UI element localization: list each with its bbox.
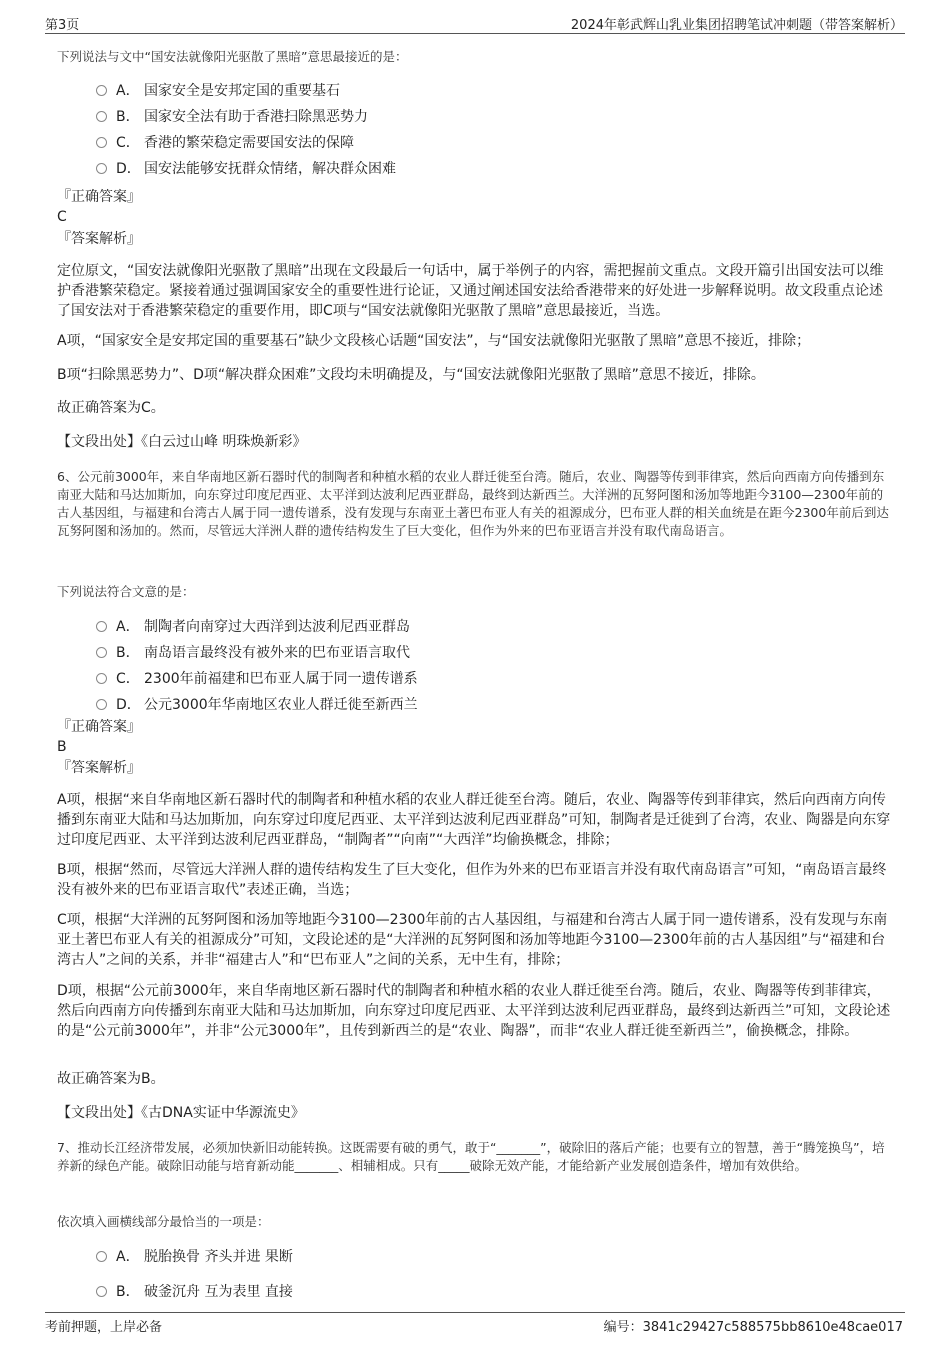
q7-prompt: 依次填入画横线部分最恰当的一项是： [57,1214,270,1229]
q5-analysis-a: A项，“国家安全是安邦定国的重要基石”缺少文段核心话题“国安法”，与“国安法就像阳光驱散了黑暗”意思不接近，排除； [57,333,811,349]
q6-option-c[interactable]: C． 2300年前福建和巴布亚人属于同一遗传谱系 [96,669,418,689]
radio-icon[interactable] [96,673,107,684]
radio-icon[interactable] [96,163,107,174]
q6-analysis-c: C项，根据“大洋洲的瓦努阿图和汤加等地距今3100—2300年前的古人基因组，与福建和台湾古人属于同一遗传谱系，没有发现与东南亚土著巴布亚人有关的祖源成分”可知，文段论述的是“大洋洲的瓦努阿图和汤加等地距今3100—2300年前的古人基因组”与“福建和台湾古人”之间的关系，并非“福建古人”和“巴布亚人”之间的关系，无中生有，排除； [57,912,888,968]
radio-icon[interactable] [96,699,107,710]
radio-icon[interactable] [96,647,107,658]
q5-analysis-main: 定位原文，“国安法就像阳光驱散了黑暗”出现在文段最后一句话中，属于举例子的内容，需把握前文重点。文段开篇引出国安法可以维护香港繁荣稳定。紧接着通过强调国家安全的重要性进行论证，又通过阐述国安法给香港带来的好处进一步解释说明。故文段重点论述了国安法对于香港繁荣稳定的重要作用，即C项与“国安法就像阳光驱散了黑暗”意思最接近，当选。 [57,263,884,319]
footer-divider [45,1312,905,1313]
q6-analysis-b: B项，根据“然而，尽管远大洋洲人群的遗传结构发生了巨大变化，但作为外来的巴布亚语言并没有取代南岛语言”可知，“南岛语言最终没有被外来的巴布亚语言取代”表述正确，当选； [57,862,887,898]
document-title: 2024年彰武辉山乳业集团招聘笔试冲刺题（带答案解析） [570,18,903,33]
q6-analysis-label: 『答案解析』 [57,760,141,776]
footer-slogan: 考前押题，上岸必备 [45,1320,163,1335]
q6-option-b[interactable]: B． 南岛语言最终没有被外来的巴布亚语言取代 [96,643,410,663]
q5-source: 【文段出处】《白云过山峰 明珠焕新彩》 [57,434,307,450]
q5-option-b[interactable]: B． 国家安全法有助于香港扫除黑恶势力 [96,107,368,127]
q7-passage: 7、推动长江经济带发展，必须加快新旧动能转换。这既需要有破的勇气，敢于“_______”，破除旧的落后产能；也要有立的智慧，善于“腾笼换鸟”，培养新的绿色产能。破除旧动能与培育新动能_______、相辅相成。只有_____破除无效产能，才能给新产业发展创造条件，增加有效供给。 [57,1140,885,1173]
q6-analysis-a: A项，根据“来自华南地区新石器时代的制陶者和种植水稻的农业人群迁徙至台湾。随后，农业、陶器等传到菲律宾，然后向西南方向传播到东南亚大陆和马达加斯加，向东穿过印度尼西亚、太平洋到达波利尼西亚群岛”可知，制陶者是迁徙到了台湾，农业、陶器是向东穿过印度尼西亚、太平洋到达波利尼西亚群岛，“制陶者”“向南”“大西洋”均偷换概念，排除； [57,792,891,848]
document-id: 编号：3841c29427c588575bb8610e48cae017 [603,1320,903,1335]
q6-option-d[interactable]: D． 公元3000年华南地区农业人群迁徙至新西兰 [96,695,418,715]
q5-prompt: 下列说法与文中“国安法就像阳光驱散了黑暗”意思最接近的是： [57,49,408,64]
q5-option-a[interactable]: A． 国家安全是安邦定国的重要基石 [96,81,340,101]
radio-icon[interactable] [96,137,107,148]
radio-icon[interactable] [96,1251,107,1262]
q6-conclusion: 故正确答案为B。 [57,1071,165,1087]
q6-source: 【文段出处】《古DNA实证中华源流史》 [57,1105,305,1121]
q5-option-d[interactable]: D． 国安法能够安抚群众情绪，解决群众困难 [96,159,396,179]
radio-icon[interactable] [96,1286,107,1297]
q5-option-c[interactable]: C． 香港的繁荣稳定需要国安法的保障 [96,133,354,153]
q5-answer-label: 『正确答案』 [57,189,141,205]
q6-option-a[interactable]: A． 制陶者向南穿过大西洋到达波利尼西亚群岛 [96,617,410,637]
q5-analysis-bd: B项“扫除黑恶势力”、D项“解决群众困难”文段均未明确提及，与“国安法就像阳光驱散了黑暗”意思不接近，排除。 [57,367,765,383]
q6-answer: B [57,739,67,755]
q6-prompt: 下列说法符合文意的是： [57,584,195,599]
q6-answer-label: 『正确答案』 [57,719,141,735]
q7-option-b[interactable]: B． 破釜沉舟 互为表里 直接 [96,1282,293,1302]
q5-conclusion: 故正确答案为C。 [57,400,165,416]
radio-icon[interactable] [96,85,107,96]
q5-analysis-label: 『答案解析』 [57,231,141,247]
page-footer [0,1308,950,1345]
q5-answer: C [57,209,67,225]
radio-icon[interactable] [96,621,107,632]
q6-passage: 6、公元前3000年，来自华南地区新石器时代的制陶者和种植水稻的农业人群迁徙至台湾。随后，农业、陶器等传到菲律宾，然后向西南方向传播到东南亚大陆和马达加斯加，向东穿过印度尼西亚、太平洋到达波利尼西亚群岛，最终到达新西兰。大洋洲的瓦努阿图和汤加等地距今3100—2300年前的古人基因组，与福建和台湾古人属于同一遗传谱系，没有发现与东南亚土著巴布亚人有关的祖源成分，巴布亚人群的相关血统是在距今2300年前后到达瓦努阿图和汤加的。然而，尽管远大洋洲人群的遗传结构发生了巨大变化，但作为外来的巴布亚语言并没有取代南岛语言。 [57,469,889,538]
page-number: 第3页 [45,18,80,33]
header-divider [45,33,905,34]
radio-icon[interactable] [96,111,107,122]
q6-analysis-d: D项，根据“公元前3000年，来自华南地区新石器时代的制陶者和种植水稻的农业人群迁徙至台湾。随后，农业、陶器等传到菲律宾，然后向西南方向传播到东南亚大陆和马达加斯加，向东穿过印度尼西亚、太平洋到达波利尼西亚群岛，最终到达新西兰”可知，文段论述的是“公元前3000年”，并非“公元3000年”，且传到新西兰的是“农业、陶器”，而非“农业人群迁徙至新西兰”，偷换概念，排除。 [57,983,891,1039]
q7-option-a[interactable]: A． 脱胎换骨 齐头并进 果断 [96,1247,293,1267]
page-header [0,0,950,34]
